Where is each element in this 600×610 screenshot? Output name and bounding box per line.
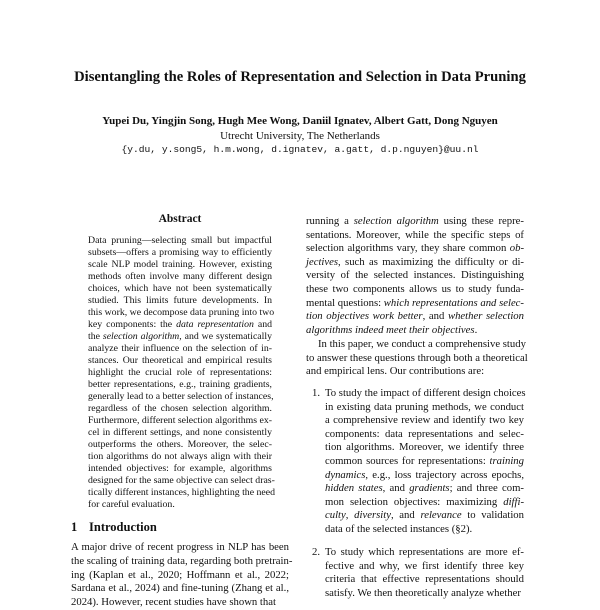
text-line bbox=[306, 242, 524, 256]
italic-text-run: data representation bbox=[176, 319, 254, 330]
text-run: subsets—offers a promising way to efficiently bbox=[88, 247, 272, 258]
list-number: 1. bbox=[312, 387, 321, 399]
text-line bbox=[88, 415, 272, 427]
text-run: scale NLP model training. However, existing bbox=[88, 259, 272, 270]
text-line bbox=[88, 427, 272, 439]
text-line bbox=[325, 573, 524, 587]
italic-text-run: tion objectives work better bbox=[306, 310, 423, 323]
italic-text-run: ob- bbox=[509, 242, 524, 255]
text-run: To study which representations are more ef- bbox=[325, 546, 524, 558]
italic-text-run: selection algorithm bbox=[353, 215, 439, 227]
text-line bbox=[306, 297, 524, 311]
text-run: , e.g., loss trajectory across epochs, bbox=[365, 468, 524, 481]
text-run: studied. This limits future developments. In bbox=[88, 295, 272, 306]
text-line bbox=[325, 546, 524, 560]
text-line bbox=[71, 569, 289, 583]
text-run: stances. Our theoretical and empirical results bbox=[88, 355, 272, 366]
text-run: analyze their influence on the selection of in- bbox=[88, 343, 272, 354]
text-run: ing (Kaplan et al., 2020; Hoffmann et al., 2022; bbox=[71, 568, 289, 581]
text-run: data of the selected instances (§2). bbox=[325, 522, 473, 535]
text-line bbox=[306, 338, 524, 352]
text-run: Furthermore, different selection algorithms ex- bbox=[88, 415, 272, 426]
text-run: selection algorithms vary, they share common bbox=[306, 242, 510, 255]
text-run: , and we systematically bbox=[179, 331, 273, 342]
text-run: cel in different settings, and none consistently bbox=[88, 427, 272, 438]
text-line bbox=[88, 499, 272, 511]
text-line bbox=[71, 541, 289, 555]
text-line bbox=[88, 283, 272, 295]
italic-text-run: relevance bbox=[420, 509, 462, 522]
italic-text-run: dynamics bbox=[325, 468, 366, 481]
body-paragraph bbox=[306, 215, 524, 337]
italic-text-run: whether selection bbox=[447, 310, 524, 323]
text-run: , bbox=[345, 509, 355, 522]
text-line bbox=[88, 379, 272, 391]
text-run: for careful evaluation. bbox=[88, 499, 175, 510]
text-run: running a bbox=[306, 215, 354, 227]
text-run: Sardana et al., 2024) and fine-tuning (Zhang et al., bbox=[71, 582, 289, 595]
text-run: choices, which have not been systematically bbox=[88, 283, 272, 294]
text-line bbox=[88, 271, 272, 283]
text-line bbox=[306, 324, 524, 338]
italic-text-run: which representations and selec- bbox=[383, 296, 524, 309]
affiliation: Utrecht University, The Netherlands bbox=[220, 130, 380, 142]
text-run: versity of the selected instances. Distinguishing bbox=[306, 269, 524, 282]
paper-title: Disentangling the Roles of Representation and Selection in Data Pruning bbox=[74, 69, 526, 85]
italic-text-run: gradients bbox=[409, 482, 450, 495]
text-run: the bbox=[88, 331, 103, 342]
text-run: . bbox=[474, 323, 478, 336]
text-line bbox=[306, 229, 524, 243]
abstract-heading: Abstract bbox=[158, 213, 202, 225]
text-run: tically different instances, highlighting the need bbox=[88, 487, 275, 498]
text-run: tion algorithms do not always align with their bbox=[88, 451, 272, 462]
text-line bbox=[88, 487, 275, 499]
text-run: mon selection objectives: maximizing bbox=[325, 495, 504, 508]
text-run: , and bbox=[382, 482, 410, 495]
text-run: common sources for representations: bbox=[325, 454, 490, 467]
text-line bbox=[306, 365, 524, 379]
text-run: better representations, e.g., training gradients, bbox=[88, 379, 272, 390]
text-run: , such as maximizing the difficulty or di- bbox=[338, 255, 524, 268]
text-line bbox=[325, 414, 524, 428]
text-line bbox=[88, 331, 272, 343]
text-run: to validation bbox=[461, 509, 524, 522]
text-run: regardless of the chosen selection algorithm. bbox=[88, 403, 272, 414]
text-line bbox=[88, 247, 272, 259]
text-line bbox=[88, 307, 275, 319]
italic-text-run: jectives bbox=[306, 255, 339, 268]
text-line bbox=[325, 587, 524, 601]
text-run: components: data representations and selec- bbox=[325, 427, 524, 440]
text-line bbox=[71, 582, 289, 596]
list-item-text bbox=[325, 546, 524, 600]
italic-text-run: training bbox=[489, 454, 524, 467]
text-line bbox=[88, 463, 272, 475]
author-list: Yupei Du, Yingjin Song, Hugh Mee Wong, Daniil Ignatev, Albert Gatt, Dong Nguyen bbox=[102, 115, 498, 127]
text-run: A major drive of recent progress in NLP has been bbox=[71, 541, 289, 553]
text-line bbox=[306, 256, 524, 270]
text-run: Data pruning—selecting small but impactful bbox=[88, 235, 272, 246]
list-item-text bbox=[325, 387, 524, 537]
italic-text-run: hidden states bbox=[325, 482, 383, 495]
text-run: satisfy. We then theoretically analyze whether bbox=[325, 586, 521, 599]
italic-text-run: culty bbox=[325, 509, 346, 522]
italic-text-run: selection algorithm bbox=[102, 331, 180, 342]
text-line bbox=[71, 554, 293, 569]
text-run: and empirical lens. Our contributions are: bbox=[306, 365, 485, 378]
text-line bbox=[88, 403, 272, 415]
text-line bbox=[306, 310, 524, 324]
text-line bbox=[325, 387, 524, 401]
text-line bbox=[88, 259, 272, 271]
italic-text-run: diversity bbox=[354, 509, 391, 522]
text-line bbox=[306, 283, 524, 297]
text-line bbox=[325, 441, 524, 455]
text-run: In this paper, we conduct a comprehensive study bbox=[318, 338, 526, 350]
text-run: to answer these questions through both a theoretical bbox=[306, 351, 528, 364]
text-run: generally lead to a better selection of instances, bbox=[88, 391, 274, 402]
abstract-body bbox=[88, 235, 275, 511]
text-line bbox=[88, 475, 275, 487]
text-line bbox=[325, 496, 524, 510]
text-run: To study the impact of different design choices bbox=[325, 387, 526, 399]
italic-text-run: diffi- bbox=[503, 495, 524, 508]
section-number: 1 bbox=[71, 520, 78, 534]
text-line bbox=[325, 455, 524, 469]
italic-text-run: algorithms indeed meet their objectives bbox=[306, 323, 475, 336]
text-run: designed for the same objective can select dras- bbox=[88, 475, 275, 486]
text-run: sentations. Moreover, while the specific steps of bbox=[306, 228, 524, 241]
body-paragraph bbox=[306, 338, 528, 379]
author-emails: {y.du, y.song5, h.m.wong, d.ignatev, a.gatt, d.p.nguyen}@uu.nl bbox=[121, 144, 479, 155]
text-run: , and bbox=[390, 509, 421, 522]
text-line bbox=[325, 523, 524, 537]
text-run: intended objectives: for example, algorithms bbox=[88, 463, 272, 474]
text-line bbox=[88, 451, 272, 463]
text-run: 2024). However, recent studies have shown that bbox=[71, 596, 276, 609]
text-run: outperforms the others. Moreover, the selec- bbox=[88, 439, 272, 450]
text-line bbox=[325, 482, 524, 496]
text-run: criteria that effective representations should bbox=[325, 573, 524, 586]
text-line bbox=[306, 215, 524, 229]
text-run: this work, we decompose data pruning into two bbox=[88, 307, 275, 318]
text-line bbox=[88, 355, 272, 367]
text-line bbox=[88, 391, 272, 403]
text-run: tion algorithms. Moreover, we identify three bbox=[325, 441, 524, 454]
text-run: mental questions: bbox=[306, 296, 384, 309]
text-line bbox=[325, 469, 524, 483]
text-line bbox=[88, 367, 272, 379]
text-run: methods often involve many different design bbox=[88, 271, 272, 282]
text-run: highlight the crucial role of representations: bbox=[88, 367, 272, 378]
text-line bbox=[325, 428, 524, 442]
text-line bbox=[325, 401, 524, 415]
text-run: ; and three com- bbox=[449, 482, 524, 495]
text-line bbox=[306, 351, 528, 366]
text-run: , and bbox=[422, 310, 448, 323]
text-run: fective and why, we first identify three key bbox=[325, 559, 524, 572]
text-line bbox=[88, 319, 272, 331]
text-line bbox=[325, 560, 524, 574]
text-line bbox=[88, 295, 272, 307]
text-line bbox=[71, 596, 289, 610]
text-run: using these repre- bbox=[438, 215, 524, 227]
text-run: the scaling of training data, regarding both pretrain- bbox=[71, 554, 293, 567]
text-line bbox=[88, 235, 272, 247]
list-number: 2. bbox=[312, 546, 321, 558]
text-line bbox=[325, 509, 524, 523]
text-run: and bbox=[253, 319, 272, 330]
section-heading-introduction bbox=[71, 519, 157, 535]
text-run: in existing data pruning methods, we conduct bbox=[325, 400, 524, 413]
section-title: Introduction bbox=[89, 520, 157, 534]
text-run: these two components allows us to study funda- bbox=[306, 282, 524, 295]
text-line bbox=[88, 343, 272, 355]
text-run: key components: the bbox=[88, 319, 177, 330]
text-line bbox=[88, 439, 272, 451]
text-line bbox=[306, 269, 524, 283]
text-run: a comprehensive review and identify two key bbox=[325, 414, 524, 427]
